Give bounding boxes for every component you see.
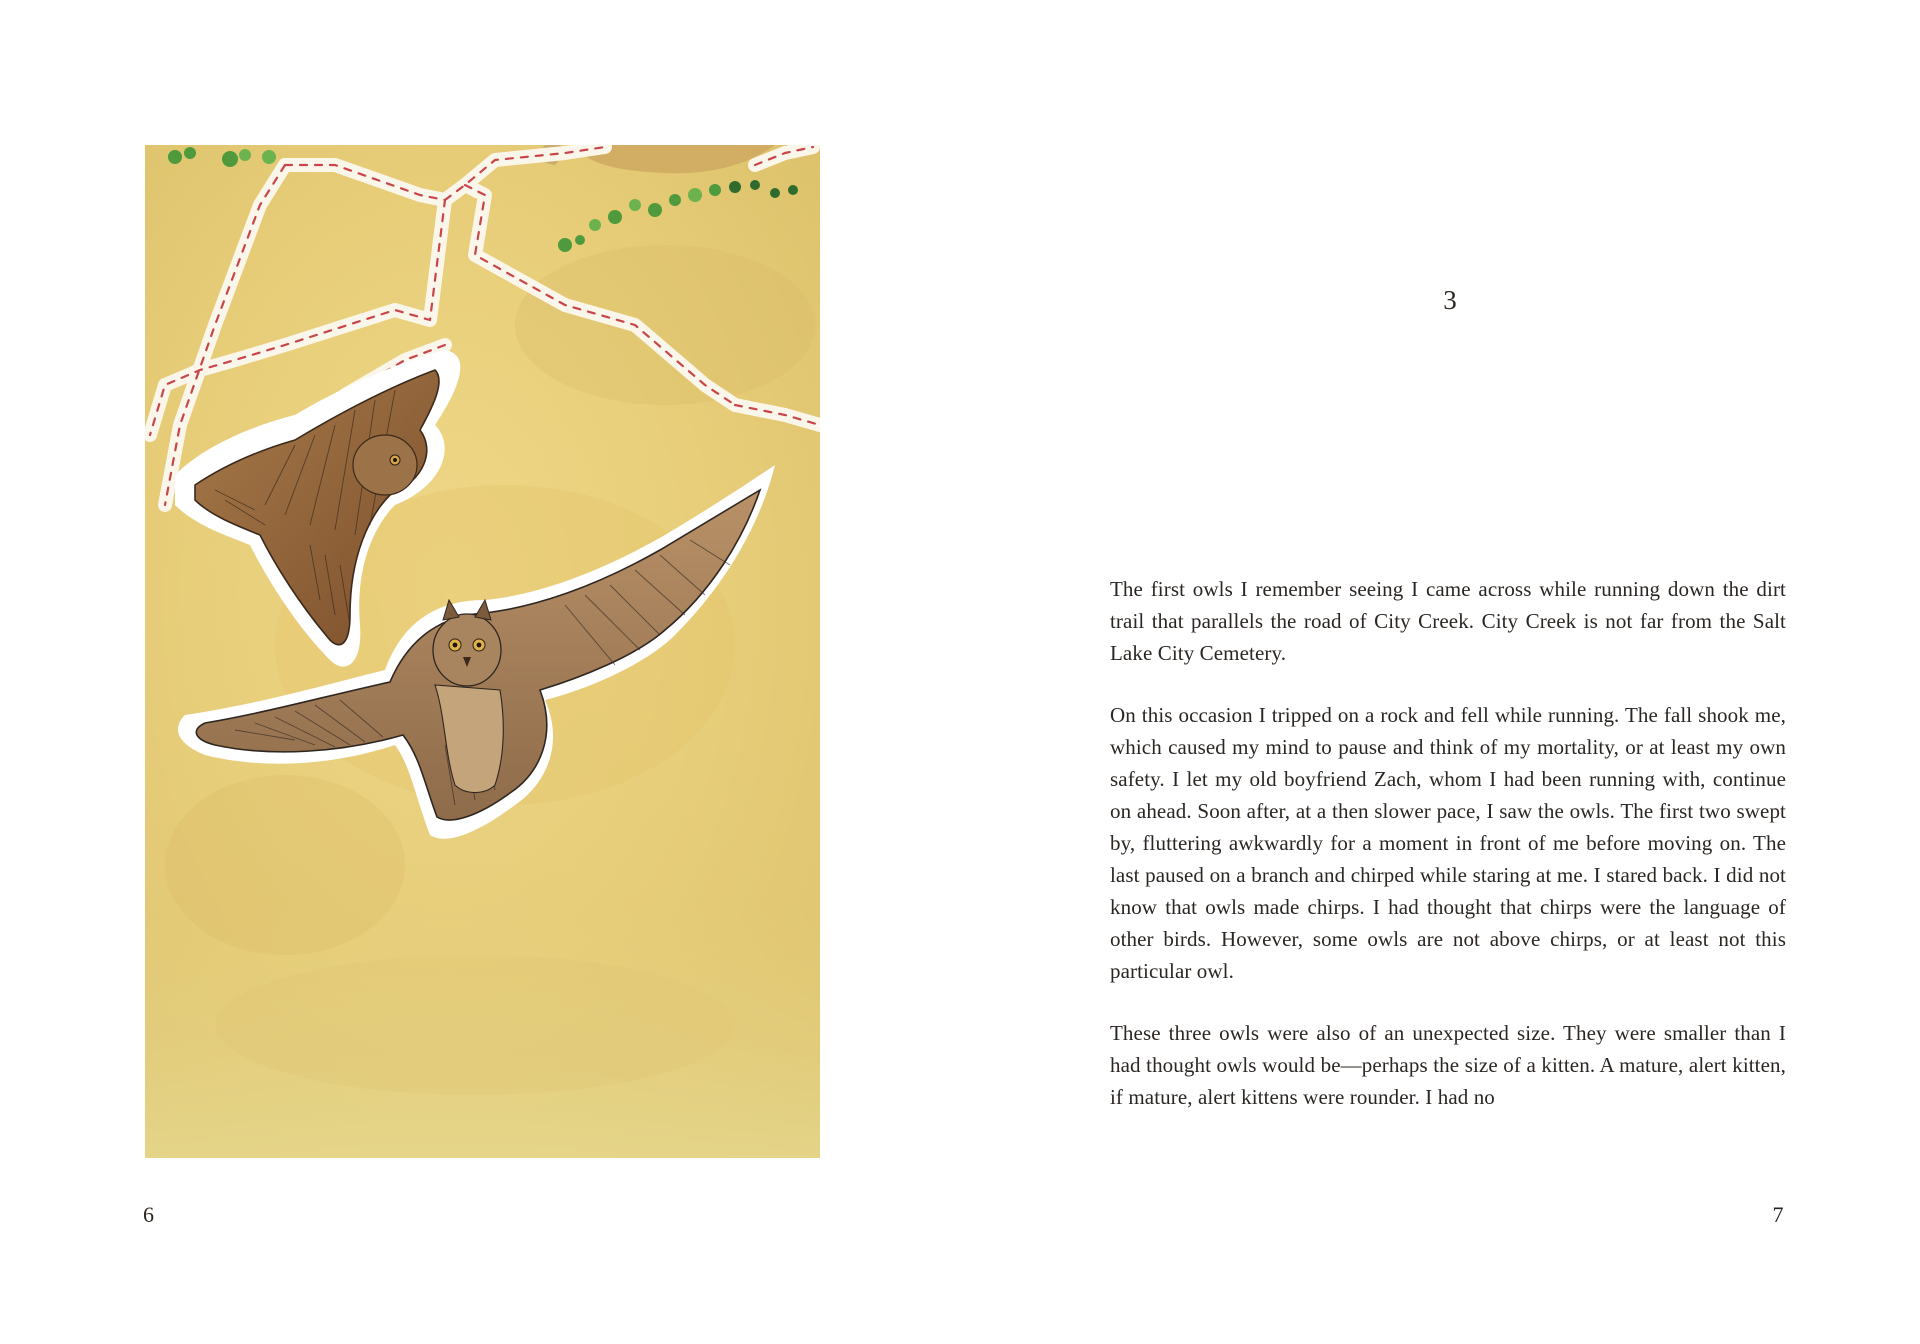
owls-in-flight-icon [145,145,820,1158]
owl-illustration [145,145,820,1158]
page-number-left: 6 [143,1202,155,1227]
paragraph: The first owls I remember seeing I came across while running down the dirt trail that parallels the road of City Creek. City Creek is not far from the Salt Lake City Cemetery. [1110,577,1786,665]
body-text [1110,573,1786,1143]
page-number-right: 7 [1772,1202,1784,1227]
paragraph: These three owls were also of an unexpected size. They were smaller than I had thought owls would be—perhaps the size of a kitten. A mature, alert kitten, if mature, alert kittens were rounder. I had no [1110,1021,1786,1109]
paragraph: On this occasion I tripped on a rock and fell while running. The fall shook me, which caused my mind to pause and think of my mortality, or at least my own safety. I let my old boyfriend Zach, whom I had been running with, continue on ahead. Soon after, at a then slower pace, I saw the owls. The first two swept by, fluttering awkwardly for a moment in front of me before moving on. The last paused on a branch and chirped while staring at me. I stared back. I did not know that owls made chirps. I had thought that chirps were the language of other birds. However, some owls are not above chirps, or at least not this particular owl. [1110,703,1786,983]
chapter-number: 3 [1443,285,1457,315]
